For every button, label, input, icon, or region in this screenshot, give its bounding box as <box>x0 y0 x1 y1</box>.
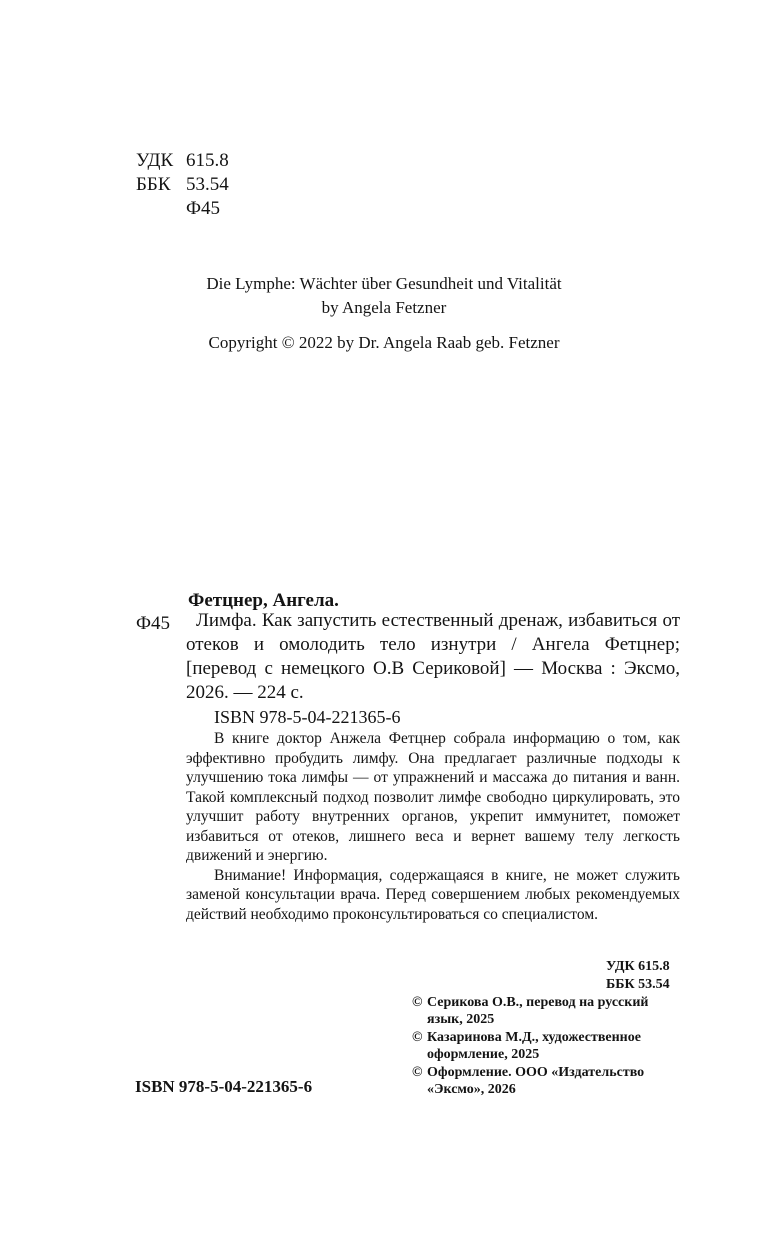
copyright-symbol: © <box>412 1030 423 1045</box>
copyright-item <box>412 1029 682 1063</box>
abstract-paragraph: В книге доктор Анжела Фетцнер собрала информацию о том, как эффективно пробудить лимфу. Она предлагает различные подходы к улучшению тока лимфы — от упражнений и массажа до питания и ванн. Такой комплексный подход позволит лимфе свободно циркулировать, это улучшит работу внутренних органов, укрепит иммунитет, поможет избавиться от отеков, лишнего веса и вернет вашему телу легкость движений и энергию. <box>186 730 680 864</box>
copyright-item <box>412 1064 682 1098</box>
copyright-notices <box>412 994 682 1099</box>
copyright-symbol: © <box>412 1065 423 1080</box>
copyright-symbol: © <box>412 995 423 1010</box>
cutter-number: Ф45 <box>186 198 221 219</box>
abstract <box>186 729 680 924</box>
bbk-label: ББК <box>136 174 171 195</box>
record-isbn: ISBN 978-5-04-221365-6 <box>214 707 401 727</box>
copyright-text: Казаринова М.Д., художественное оформление, 2025 <box>427 1030 641 1062</box>
original-title: Die Lymphe: Wächter über Gesundheit und Vitalität <box>206 274 562 293</box>
original-copyright: Copyright © 2022 by Dr. Angela Raab geb. Fetzner <box>208 333 560 352</box>
original-author: by Angela Fetzner <box>321 298 447 317</box>
bbk-value: 53.54 <box>186 174 229 195</box>
classification-codes <box>606 958 670 994</box>
udk-code: УДК 615.8 <box>606 959 670 974</box>
copyright-text: Серикова О.В., перевод на русский язык, 2025 <box>427 995 649 1027</box>
udk-label: УДК <box>136 150 174 171</box>
copyright-item <box>412 994 682 1028</box>
record-author: Фетцнер, Ангела. <box>188 590 339 611</box>
record-description: Лимфа. Как запустить естественный дренаж, избавиться от отеков и омолодить тело изнутри / Ангела Фетцнер; [перевод с немецкого О.В Сериковой] — Москва : Эксмо, 2026. — 224 с. <box>186 610 680 703</box>
udk-value: 615.8 <box>186 150 229 171</box>
warning-paragraph: Внимание! Информация, содержащаяся в книге, не может служить заменой консультации врача. Перед совершением любых рекомендуемых действий необходимо проконсультироваться со специалистом. <box>186 866 680 923</box>
bbk-code: ББК 53.54 <box>606 977 670 992</box>
copyright-text: Оформление. ООО «Издательство «Эксмо», 2026 <box>427 1065 645 1097</box>
bottom-isbn: ISBN 978-5-04-221365-6 <box>135 1077 313 1096</box>
record-cutter: Ф45 <box>136 613 171 634</box>
